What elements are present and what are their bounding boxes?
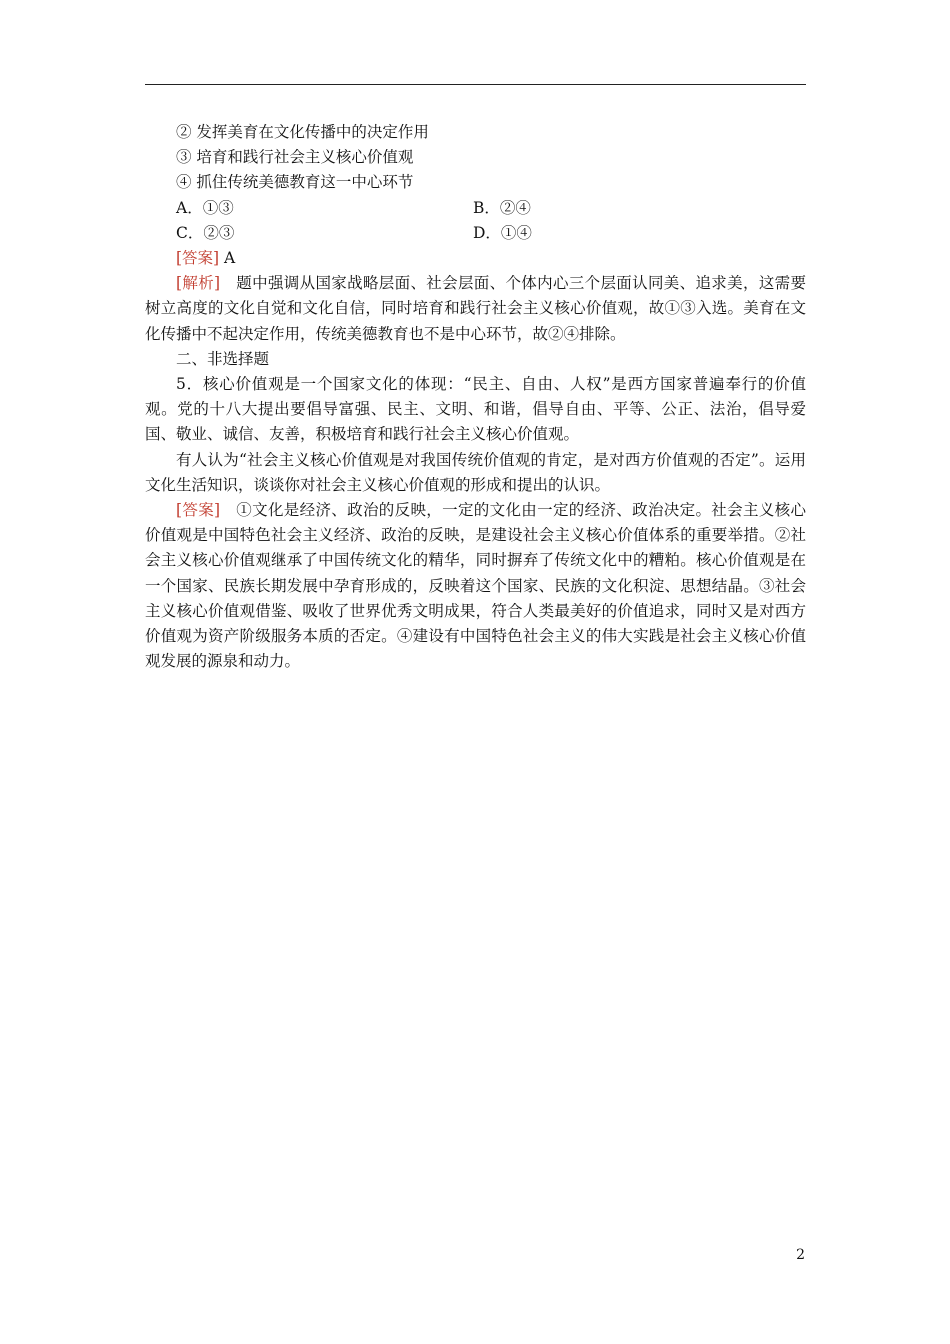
option-d: D．①④ (473, 223, 532, 242)
answer-value: A (219, 249, 236, 268)
answer-tag: [答案] (176, 249, 220, 268)
option-b: B．②④ (473, 198, 531, 217)
statement-3: ③ 培育和践行社会主义核心价值观 (176, 148, 414, 167)
statement-2: ② 发挥美育在文化传播中的决定作用 (176, 123, 429, 141)
option-a: A．①③ (176, 198, 234, 217)
question5-prompt: 有人认为“社会主义核心价值观是对我国传统价值观的肯定，是对西方价值观的否定”。运用文化生活知识，谈谈你对社会主义核心价值观的形成和提出的认识。 (145, 450, 806, 494)
question5-answer-text: ①文化是经济、政治的反映，一定的文化由一定的经济、政治决定。社会主义核心价值观是中国特色社会主义经济、政治的反映，是建设社会主义核心价值体系的重要举措。②社会主义核心价值观继承了中国传统文化的精华，同时摒弃了传统文化中的糟粕。核心价值观是在一个国家、民族长期发展中孕育形成的，反映着这个国家、民族的文化积淀、思想结晶。③社会主义核心价值观借鉴、吸收了世界优秀文明成果，符合人类最美好的价值追求，同时又是对西方价值观为资产阶级服务本质的否定。④建设有中国特色社会主义的伟大实践是社会主义核心价值观发展的源泉和动力。 (145, 501, 806, 671)
option-c: C．②③ (176, 223, 235, 242)
header-rule (145, 84, 806, 85)
statement-4: ④ 抓住传统美德教育这一中心环节 (176, 173, 414, 192)
analysis-text: 题中强调从国家战略层面、社会层面、个体内心三个层面认同美、追求美，这需要树立高度的文化自觉和文化自信，同时培育和践行社会主义核心价值观，故①③入选。美育在文化传播中不起决定作用，传统美德教育也不是中心环节，故②④排除。 (145, 274, 806, 343)
answer-line (145, 246, 806, 271)
analysis-paragraph (145, 271, 806, 347)
options-row-1 (145, 196, 806, 221)
options-row-2 (145, 221, 806, 246)
section-heading: 二、非选择题 (176, 349, 270, 368)
question5-answer (145, 498, 806, 674)
analysis-tag: [解析] (176, 274, 221, 293)
question5-answer-tag: [答案] (176, 501, 221, 520)
document-body (145, 120, 806, 674)
page-number: 2 (796, 1247, 805, 1263)
question5-stem: 5．核心价值观是一个国家文化的体现：“民主、自由、人权”是西方国家普遍奉行的价值观。党的十八大提出要倡导富强、民主、文明、和谐，倡导自由、平等、公正、法治，倡导爱国、敬业、诚信、友善，积极培育和践行社会主义核心价值观。 (145, 375, 806, 444)
